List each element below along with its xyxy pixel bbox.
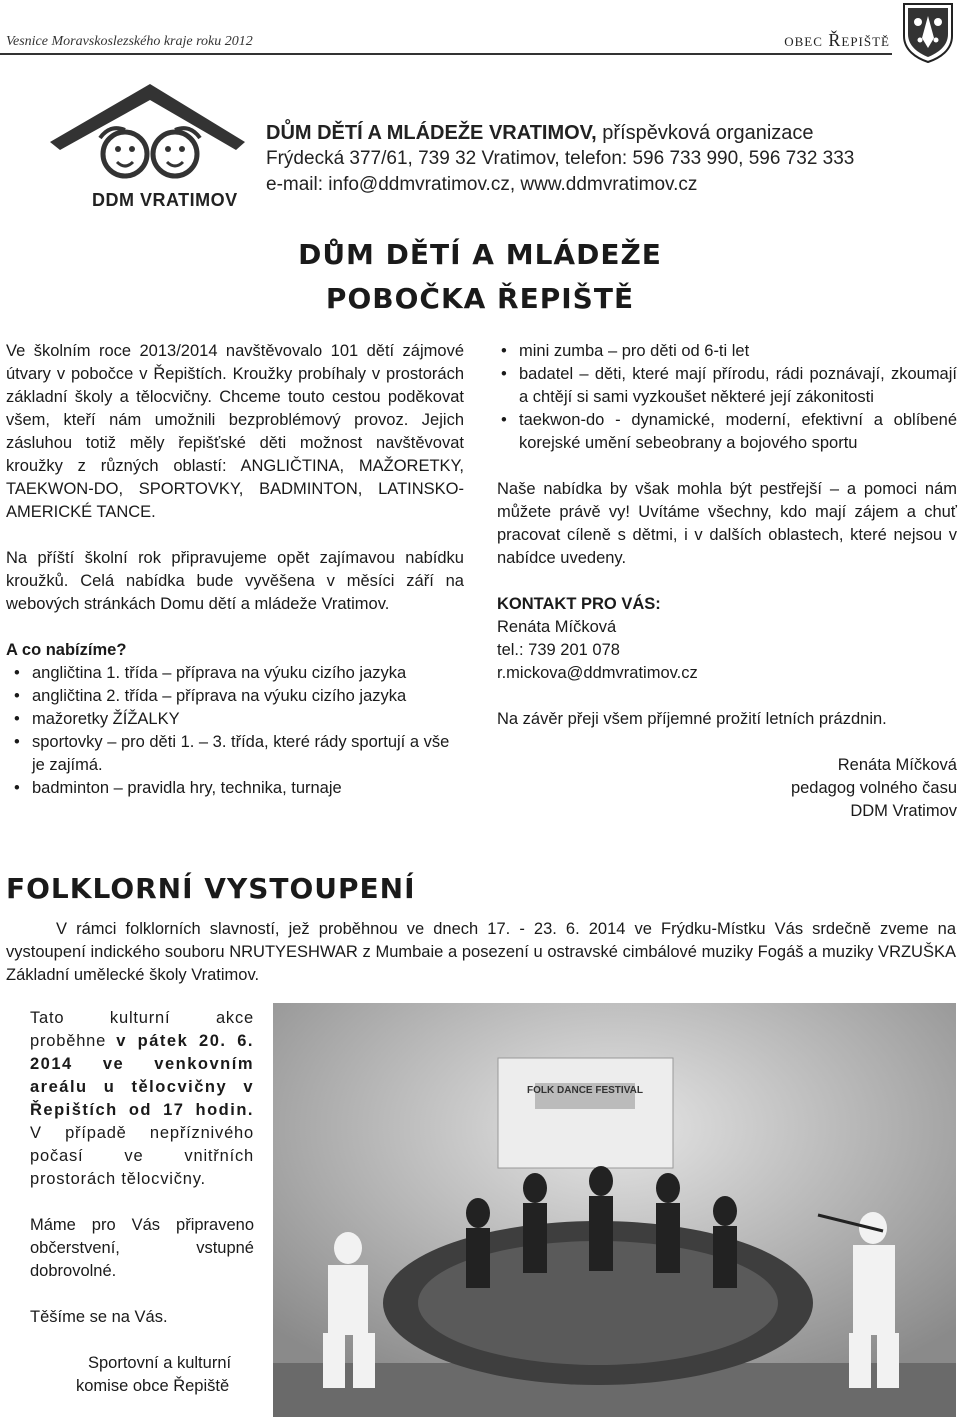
list-item: • sportovky – pro děti 1. – 3. třída, které rády sportují a vše je zajímá.	[6, 731, 464, 777]
banner-org-line	[266, 122, 814, 145]
article1-intro: Ve školním roce 2013/2014 navštěvovalo 101 dětí zájmové útvary v pobočce v Řepištích. Kroužky probíhaly v prostorách základní školy a tělocvičny. Chceme touto cestou poděkovat všem, kteří nám umožnili bezproblémový provoz. Jejich zásluhou totiž měly řepišťské děti možnost navštěvovat kroužky z různých oblastí: ANGLIČTINA, MAŽORETKY, TAEKWON-DO, SPORTOVKY, BADMINTON, LATINSKO-AMERICKÉ TANCE.	[6, 342, 464, 521]
banner-org-name: DŮM DĚTÍ A MLÁDEŽE VRATIMOV,	[266, 122, 597, 144]
article2-title: FOLKLORNÍ VYSTOUPENÍ	[6, 872, 416, 905]
article1-left-column	[6, 340, 464, 800]
banner-contact: e-mail: info@ddmvratimov.cz, www.ddmvratimov.cz	[266, 174, 698, 195]
ddm-logo-text: DDM VRATIMOV	[92, 190, 238, 210]
list-item: • mini zumba – pro děti od 6-ti let	[497, 340, 957, 363]
signature-line1: Sportovní a kulturní	[88, 1354, 232, 1372]
contact-email[interactable]: r.mickova@ddmvratimov.cz	[497, 664, 698, 682]
offer-list-left	[6, 662, 464, 800]
event-pre-text: Tato kulturní akce proběhne	[30, 1009, 254, 1050]
refreshments-text: Máme pro Vás připraveno občerstvení, vstupné dobrovolné.	[30, 1216, 254, 1280]
offer-heading: A co nabízíme?	[6, 641, 127, 659]
coat-of-arms-icon	[900, 2, 956, 64]
signature-org: DDM Vratimov	[850, 802, 957, 820]
event-date-text: v pátek 20. 6. 2014 ve venkovním areálu u tělocvičny v Řepištích od 17 hodin.	[30, 1032, 254, 1119]
looking-forward-text: Těšíme se na Vás.	[30, 1308, 168, 1326]
banner-address: Frýdecká 377/61, 739 32 Vratimov, telefon: 596 733 990, 596 732 333	[266, 148, 855, 169]
offer-list-right	[497, 340, 957, 455]
header-rule	[0, 53, 892, 55]
list-item: • badatel – děti, které mají přírodu, rádi poznávají, zkoumají a chtějí si sami vyzkoušet některé její zákonitosti	[497, 363, 957, 409]
header-left-text: Vesnice Moravskoslezského kraje roku 2012	[6, 34, 253, 49]
closing-text: Na závěr přeji všem příjemné prožití letních prázdnin.	[497, 710, 887, 728]
list-item: • taekwon-do - dynamické, moderní, efektivní a oblíbené korejské umění sebeobrany a bojového sportu	[497, 409, 957, 455]
event-post-text: V případě nepříznivého počasí ve vnitřních prostorách tělocvičny.	[30, 1124, 254, 1188]
signature-line2: komise obce Řepiště	[76, 1377, 230, 1395]
list-item: • angličtina 2. třída – příprava na výuku cizího jazyka	[6, 685, 464, 708]
article1-title-line2: POBOČKA ŘEPIŠTĚ	[325, 282, 635, 315]
event-announcement	[6, 1007, 254, 1191]
list-item: • angličtina 1. třída – příprava na výuku cizího jazyka	[6, 662, 464, 685]
contact-heading: KONTAKT PRO VÁS:	[497, 595, 661, 613]
signature-name: Renáta Míčková	[837, 756, 957, 774]
contact-phone: tel.: 739 201 078	[497, 641, 620, 659]
photo-banner-text: FOLK DANCE FESTIVAL	[527, 1085, 643, 1096]
article1-right-column	[497, 340, 957, 823]
article2-intro: V rámci folklorních slavností, jež proběhnou ve dnech 17. - 23. 6. 2014 ve Frýdku-Místku Vás srdečně zveme na vystoupení indického souboru NRUTYESHWAR z Mumbaie a posezení u ostravské cimbálové muziky Fogáš a muziky VRZUŠKA Základní umělecké školy Vratimov.	[6, 920, 956, 984]
signature-role: pedagog volného času	[790, 779, 957, 797]
article1-title-line1: DŮM DĚTÍ A MLÁDEŽE	[298, 238, 662, 271]
list-item: • badminton – pravidla hry, technika, turnaje	[6, 777, 464, 800]
folk-dance-photo	[273, 1003, 956, 1417]
header-right-text: obec Řepiště	[784, 30, 890, 50]
more-offer-text: Naše nabídka by však mohla být pestřejší – a pomoci nám můžete právě vy! Uvítáme všechny, kdo mají zájem a chuť pracovat cíleně s dětmi, i v dalších oblastech, které nejsou v nabídce uvedeny.	[497, 480, 957, 567]
banner-org-type: příspěvková organizace	[596, 122, 814, 144]
article1-next-year: Na příští školní rok připravujeme opět zajímavou nabídku kroužků. Celá nabídka bude vyvěšena v měsíci září na webových stránkách Domu dětí a mládeže Vratimov.	[6, 549, 464, 613]
list-item: • mažoretky ŽÍŽALKY	[6, 708, 464, 731]
article2-side-column	[6, 1007, 254, 1398]
contact-name: Renáta Míčková	[497, 618, 617, 636]
